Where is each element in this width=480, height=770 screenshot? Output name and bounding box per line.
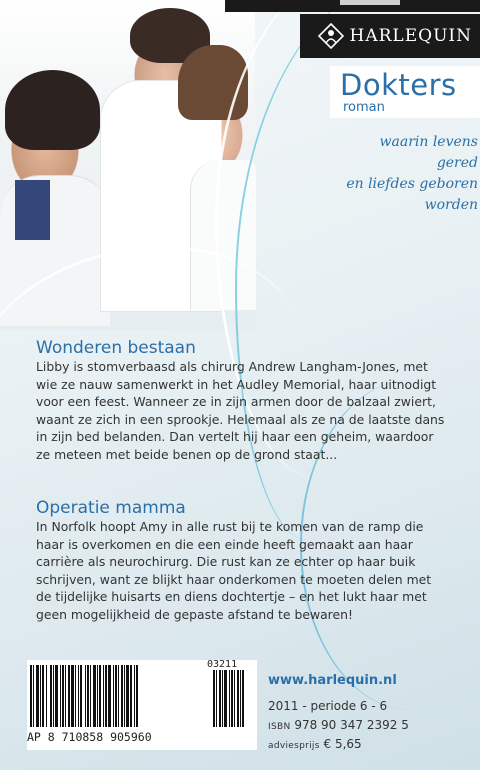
barcode-number: AP 8 710858 905960: [27, 730, 152, 744]
tagline-line: waarin levens gered: [379, 134, 478, 171]
website-link[interactable]: www.harlequin.nl: [268, 673, 397, 688]
story-title: Operatie mamma: [36, 498, 186, 518]
barcode: [27, 660, 257, 750]
period: 2011 - periode 6 - 6: [268, 699, 388, 713]
barcode-addon-number: 03211: [207, 659, 238, 670]
publisher-logo-band: [300, 14, 480, 58]
tagline-line: worden: [424, 197, 478, 213]
story-blurb: [36, 338, 446, 464]
barcode-addon-bars: [213, 670, 255, 727]
story-text: In Norfolk hoopt Amy in alle rust bij te komen van de ramp die haar is overkomen en die een einde heeft gemaakt aan haar carrière als neurochirurg. Die rust kan ze echter op haar buik schrijven, want ze blijkt haar onderkomen te moeten delen met de tijdelijke huisarts en diens dochtertje – en het lukt haar met geen mogelijkheid de gepaste afstand te bewaren!: [36, 519, 432, 622]
isbn: [268, 718, 409, 732]
isbn-label: ISBN: [268, 722, 291, 732]
story-text: Libby is stomverbaasd als chirurg Andrew Langham-Jones, met wie ze nauw samenwerkt in het Audley Memorial, haar uitnodigt voor een feest. Wanneer ze in zijn armen door de balzaal zwiert, waant ze zich in een sprookje. Helemaal als ze na de laatste dans in zijn bed belanden. Dan vertelt hij haar een geheim, waardoor ze meteen met beide benen op de grond staat...: [36, 359, 445, 462]
barcode-bars: [30, 665, 205, 727]
doctor-left-hair: [5, 70, 100, 150]
price-label: adviesprijs: [268, 741, 320, 751]
story-title: Wonderen bestaan: [36, 338, 196, 358]
barcode-stripe: [242, 670, 244, 727]
story-blurb: [36, 498, 446, 624]
series-subtitle: roman: [343, 100, 385, 115]
doctor-left-shirt: [15, 180, 50, 240]
tagline-line: en liefdes geboren: [346, 176, 478, 192]
barcode-stripe: [136, 665, 138, 727]
publisher-name: HARLEQUIN: [349, 26, 472, 46]
tagline: [338, 132, 478, 216]
isbn-number: 978 90 347 2392 5: [294, 718, 409, 732]
top-bar-tab: [340, 0, 400, 5]
series-title: Dokters: [340, 68, 457, 102]
harlequin-diamond-icon: [318, 23, 344, 49]
price: [268, 737, 362, 751]
price-value: € 5,65: [323, 737, 362, 751]
